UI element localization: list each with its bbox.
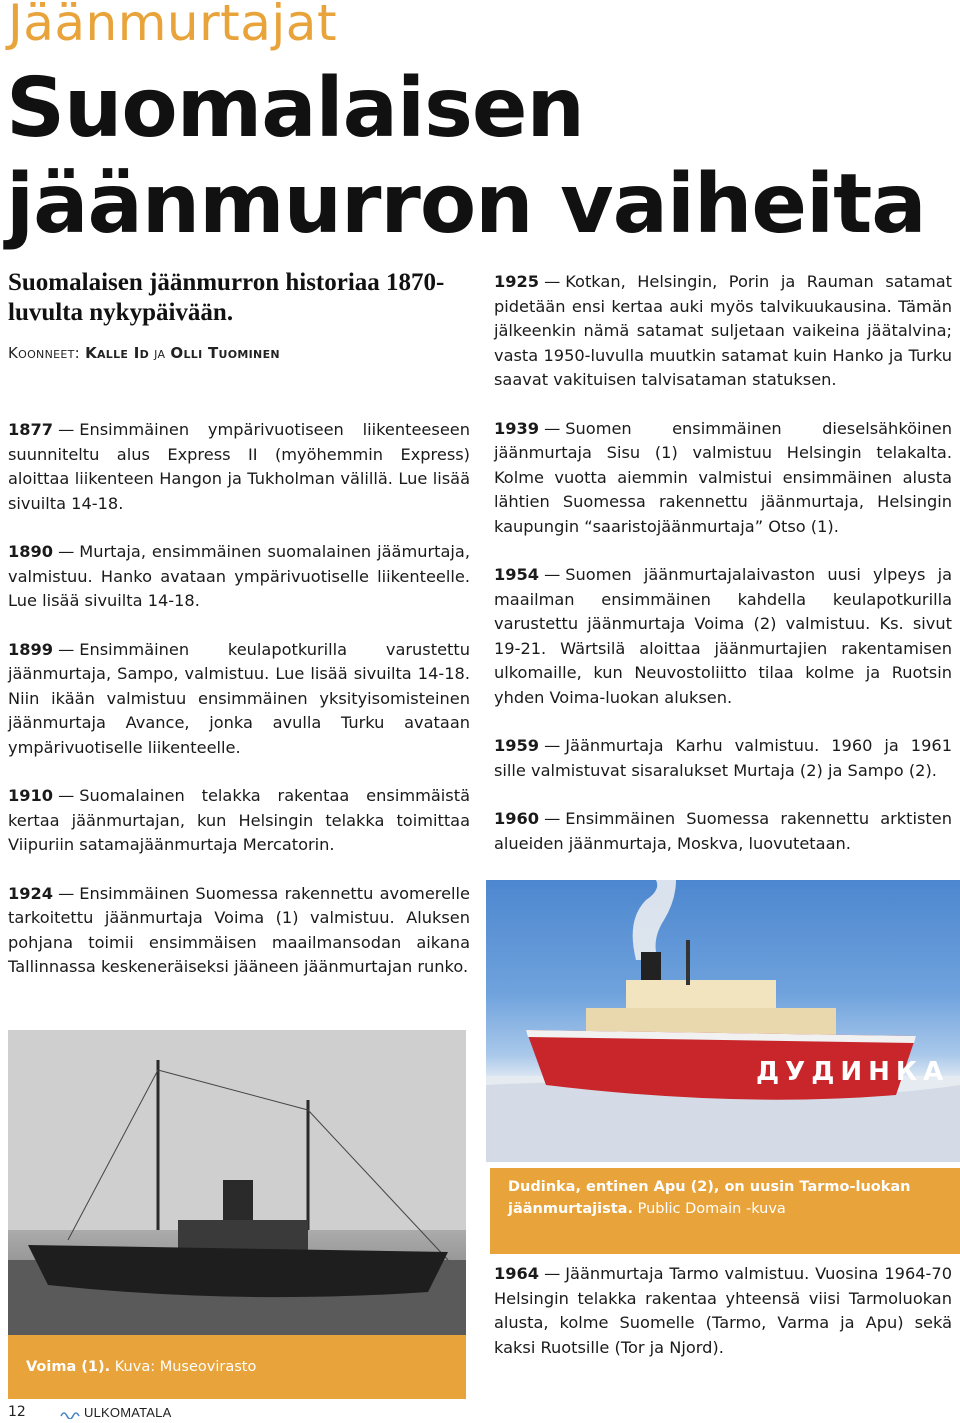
authors-prefix: Koonneet: (8, 344, 80, 362)
entry-text: Ensimmäinen Suomessa rakennettu avomerelle tarkoitettu jäänmurtaja Voima (1) valmistuu. Aluksen pohjana toimii ensimmäisen maailmansodan aikana Tallinnassa keskeneräiseksi jääneen jäänmurtajan runko. (8, 883, 470, 976)
page-number: 12 (8, 1404, 26, 1420)
page-title-line2: jäänmurron vaiheita (6, 157, 926, 252)
authors-joiner: ja (154, 344, 166, 362)
page-title-line1: Suomalaisen (6, 61, 584, 156)
entry-year: 1910 (8, 786, 54, 805)
timeline-entry: 1899 — Ensimmäinen keulapotkurilla varustettu jäänmurtaja, Sampo, valmistuu. Lue lisää sivuilta 14-18. Niin ikään valmistuu ensimmäinen yksityisomisteinen jäänmurtaja Avance, jonka avulla Turku avataan ympärivuotiselle liikenteelle. (8, 639, 470, 757)
entry-text: Jäänmurtaja Karhu valmistuu. 1960 ja 1961 sille valmistuvat sisaralukset Murtaja (2) ja Sampo (2). (494, 736, 952, 780)
timeline-entry: 1959 — Jäänmurtaja Karhu valmistuu. 1960 ja 1961 sille valmistuvat sisaralukset Murtaja (2) ja Sampo (2). (494, 736, 952, 780)
caption-strong: Voima (1). (26, 1359, 111, 1375)
right-column (494, 270, 952, 880)
hull-lettering: ДУДИНКА (756, 1057, 950, 1087)
entry-year: 1877 (8, 420, 54, 439)
timeline-entry: 1910 — Suomalainen telakka rakentaa ensimmäistä kertaa jäänmurtajan, kun Helsingin telakka toimittaa Viipuriin satamajäänmurtaja Mercatorin. (8, 786, 470, 854)
caption-credit: Kuva: Museovirasto (114, 1359, 257, 1375)
smoke-plume (633, 880, 676, 960)
entry-year: 1899 (8, 639, 54, 659)
voima-caption (8, 1335, 466, 1399)
timeline-entry: 1924 — Ensimmäinen Suomessa rakennettu avomerelle tarkoitettu jäänmurtaja Voima (1) valmistuu. Aluksen pohjana toimii ensimmäisen maailmansodan aikana Tallinnassa keskeneräiseksi jääneen jäänmurtajan runko. (8, 883, 470, 976)
entry-text: Suomalainen telakka rakentaa ensimmäistä kertaa jäänmurtajan, kun Helsingin telakka toimittaa Viipuriin satamajäänmurtaja Mercatorin. (8, 786, 470, 854)
authors-line (8, 344, 280, 362)
left-column (8, 418, 470, 1004)
entry-text: Suomen ensimmäinen dieselsähköinen jäänmurtaja Sisu (1) valmistuu Helsingin telakalta. Kolme vuotta aiemmin valmistui ensimmäinen alusta lähtien Suomessa rakennettu jäänmurtaja, Helsingin kaupungin “saaristojäänmurtaja” Otso (1). (494, 418, 952, 536)
timeline-entry: 1890 — Murtaja, ensimmäinen suomalainen jäämurtaja, valmistuu. Hanko avataan ympärivuotiselle liikenteelle. Lue lisää sivuilta 14-18. (8, 542, 470, 610)
entry-text: Ensimmäinen ympärivuotiseen liikenteeseen suunniteltu alus Express II (myöhemmin Express) aloittaa liikenteen Hangon ja Tukholman välillä. Lue lisää sivuilta 14-18. (8, 420, 470, 513)
superstructure-upper (626, 980, 776, 1010)
section-kicker: Jäänmurtajat (8, 0, 338, 52)
entry-text: Kotkan, Helsingin, Porin ja Rauman satamat pidetään ensi kertaa auki myös talvikuukausina. Tämän jälkeenkin nämä satamat suljetaan vaikeina jäätalvina; vasta 1950-luvulla muutkin satamat kuin Hanko ja Turku saavat vakituisen talvisataman statuksen. (494, 272, 952, 389)
funnel (641, 952, 661, 982)
timeline-entry: 1964 — Jäänmurtaja Tarmo valmistuu. Vuosina 1964-70 Helsingin telakka rakentaa yhteensä viisi Tarmoluokan alusta, kolme Suomelle (Tarmo, Varma ja Apu) sekä kaksi Ruotsille (Tor ja Njord). (494, 1264, 952, 1357)
timeline-entry: 1954 — Suomen jäänmurtajalaivaston uusi ylpeys ja maailman ensimmäinen kahdella keulapotkurilla varustettu jäänmurtaja Voima (2) valmistuu. Ks. sivut 19-21. Wärtsilä aloittaa jäänmurtajien rakentamisen ulkomaille, kun Neuvostoliitto tilaa kolme ja Ruotsin yhden Voima-luokan aluksen. (494, 565, 952, 707)
deckhouse (178, 1220, 308, 1250)
entry-text: Jäänmurtaja Tarmo valmistuu. Vuosina 1964-70 Helsingin telakka rakentaa yhteensä viisi Tarmoluokan alusta, kolme Suomelle (Tarmo, Varma ja Apu) sekä kaksi Ruotsille (Tor ja Njord). (494, 1264, 952, 1357)
entry-year: 1924 (8, 883, 54, 903)
entry-year: 1954 (494, 565, 540, 584)
timeline-entry: 1877 — Ensimmäinen ympärivuotiseen liikenteeseen suunniteltu alus Express II (myöhemmin Express) aloittaa liikenteen Hangon ja Tukholman välillä. Lue lisää sivuilta 14-18. (8, 420, 470, 513)
timeline-entry: 1925 — Kotkan, Helsingin, Porin ja Rauman satamat pidetään ensi kertaa auki myös talvikuukausina. Tämän jälkeenkin nämä satamat suljetaan vaikeina jäätalvina; vasta 1950-luvulla muutkin satamat kuin Hanko ja Turku saavat vakituisen talvisataman statuksen. (494, 272, 952, 389)
timeline-entry: 1960 — Ensimmäinen Suomessa rakennettu arktisten alueiden jäänmurtaja, Moskva, luovutetaan. (494, 809, 952, 853)
entry-year: 1959 (494, 736, 540, 755)
wave-logo-icon (60, 1409, 82, 1419)
dudinka-caption (490, 1168, 960, 1254)
entry-text: Ensimmäinen keulapotkurilla varustettu jäänmurtaja, Sampo, valmistuu. Lue lisää sivuilta 14-18. Niin ikään valmistuu ensimmäinen yksityisomisteinen jäänmurtaja Avance, jonka avulla Turku avataan ympärivuotiselle liikenteelle. (8, 639, 470, 757)
brand-name: ULKOMATALA (84, 1405, 172, 1420)
subtitle: Suomalaisen jäänmurron historiaa 1870-luvulta nykypäivään. (8, 269, 445, 326)
right-column-lower (494, 1262, 952, 1384)
entry-year: 1925 (494, 272, 540, 291)
caption-credit: Public Domain -kuva (637, 1201, 786, 1217)
entry-year: 1939 (494, 418, 540, 438)
entry-year: 1964 (494, 1264, 540, 1283)
entry-text: Murtaja, ensimmäinen suomalainen jäämurtaja, valmistuu. Hanko avataan ympärivuotiselle liikenteelle. Lue lisää sivuilta 14-18. (8, 542, 470, 610)
entry-text: Ensimmäinen Suomessa rakennettu arktisten alueiden jäänmurtaja, Moskva, luovutetaan. (494, 809, 952, 853)
dudinka-ship-illustration (486, 880, 960, 1162)
mast (686, 940, 690, 985)
author-1: Kalle Id (85, 344, 150, 362)
timeline-entry: 1939 — Suomen ensimmäinen dieselsähköinen jäänmurtaja Sisu (1) valmistuu Helsingin telakalta. Kolme vuotta aiemmin valmistui ensimmäinen alusta lähtien Suomessa rakennettu jäänmurtaja, Helsingin kaupungin “saaristojäänmurtaja” Otso (1). (494, 418, 952, 536)
caption-strong: Dudinka, entinen Apu (2), on uusin Tarmo-luokan jäänmurtajista. (508, 1179, 911, 1217)
entry-year: 1890 (8, 542, 54, 561)
entry-year: 1960 (494, 809, 540, 828)
entry-text: Suomen jäänmurtajalaivaston uusi ylpeys ja maailman ensimmäinen kahdella keulapotkurilla varustettu jäänmurtaja Voima (2) valmistuu. Ks. sivut 19-21. Wärtsilä aloittaa jäänmurtajien rakentamisen ulkomaille, kun Neuvostoliitto tilaa kolme ja Ruotsin yhden Voima-luokan aluksen. (494, 565, 952, 707)
footer-brand (60, 1405, 171, 1420)
dudinka-photo (486, 880, 960, 1162)
author-2: Olli Tuominen (170, 344, 280, 362)
